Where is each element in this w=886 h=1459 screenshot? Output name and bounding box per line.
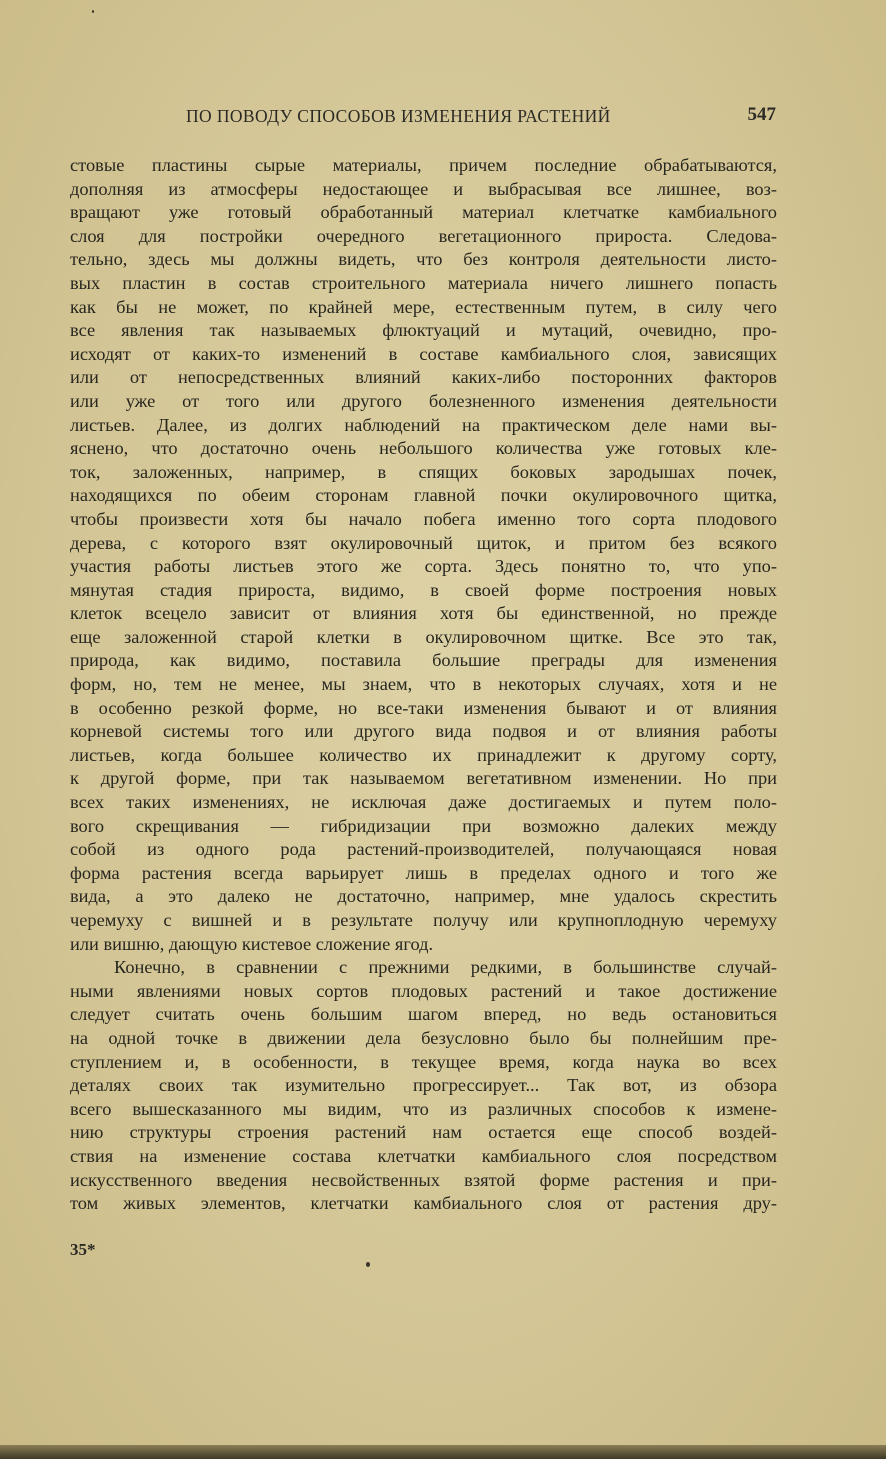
text-line: деталях своих так изумительно прогрессирует... Так вот, из обзора xyxy=(70,1075,777,1096)
text-line: собой из одного рода растений-производителей, получающаяся новая xyxy=(70,839,777,860)
paragraph xyxy=(70,154,777,956)
body-text xyxy=(70,154,777,1216)
text-line: или уже от того или другого болезненного изменения деятельности xyxy=(70,390,777,411)
text-line: вого скрещивания — гибридизации при возможно далеких между xyxy=(70,815,777,836)
text-line: тельно, здесь мы должны видеть, что без контроля деятельности листо- xyxy=(70,249,777,270)
text-line: ступлением и, в особенности, в текущее время, когда наука во всех xyxy=(70,1051,777,1072)
text-line: или вишню, дающую кистевое сложение ягод. xyxy=(70,933,434,954)
text-line: всего вышесказанного мы видим, что из различных способов к измене- xyxy=(70,1098,777,1119)
text-line: листьев. Далее, из долгих наблюдений на практическом деле нами вы- xyxy=(70,414,777,435)
text-line: ток, заложенных, например, в спящих боковых зародышах почек, xyxy=(70,461,777,482)
text-line: искусственного введения несвойственных взятой форме растения и при- xyxy=(70,1169,777,1190)
page-number: 547 xyxy=(747,104,776,125)
text-line: слоя для постройки очередного вегетационного прироста. Следова- xyxy=(70,225,777,246)
text-line: вида, а это далеко не достаточно, например, мне удалось скрестить xyxy=(70,886,777,907)
signature-mark: 35* xyxy=(70,1240,96,1259)
text-line: всех таких изменениях, не исключая даже достигаемых и путем поло- xyxy=(70,792,777,813)
text-line: исходят от каких-то изменений в составе камбиального слоя, зависящих xyxy=(70,343,777,364)
text-line: к другой форме, при так называемом вегетативном изменении. Но при xyxy=(70,768,777,789)
text-line: находящихся по обеим сторонам главной почки окулировочного щитка, xyxy=(70,485,777,506)
text-line: чтобы произвести хотя бы начало побега именно того сорта плодового xyxy=(70,508,777,529)
text-line: участия работы листьев этого же сорта. Здесь понятно то, что упо- xyxy=(70,556,777,577)
text-line: том живых элементов, клетчатки камбиального слоя от растения дру- xyxy=(70,1193,777,1214)
text-line: как бы не может, по крайней мере, естественным путем, в силу чего xyxy=(70,296,777,317)
text-line: Конечно, в сравнении с прежними редкими, в большинстве случай- xyxy=(114,957,777,978)
text-line: ствия на изменение состава клетчатки камбиального слоя посредством xyxy=(70,1145,777,1166)
text-line: листьев, когда большее количество их принадлежит к другому сорту, xyxy=(70,744,777,765)
text-line: форма растения всегда варьирует лишь в пределах одного и того же xyxy=(70,862,777,883)
text-line: нию структуры строения растений нам остается еще способ воздей- xyxy=(70,1122,777,1143)
running-header xyxy=(186,104,776,130)
text-line: дополняя из атмосферы недостающее и выбрасывая все лишнее, воз- xyxy=(70,178,777,199)
text-line: клеток всецело зависит от влияния хотя бы единственной, но прежде xyxy=(70,603,777,624)
text-line: или от непосредственных влияний каких-либо посторонних факторов xyxy=(70,367,777,388)
text-line: корневой системы того или другого вида подвоя и от влияния работы xyxy=(70,721,777,742)
ink-speck xyxy=(92,10,94,13)
header-title: ПО ПОВОДУ СПОСОБОВ ИЗМЕНЕНИЯ РАСТЕНИЙ xyxy=(186,106,611,126)
text-line: вых пластин в состав строительного материала ничего лишнего попасть xyxy=(70,272,777,293)
text-line: вращают уже готовый обработанный материал клетчатке камбиального xyxy=(70,202,777,223)
text-line: на одной точке в движении дела безусловно было бы полнейшим пре- xyxy=(70,1027,777,1048)
text-line: все явления так называемых флюктуаций и мутаций, очевидно, про- xyxy=(70,320,777,341)
text-line: стовые пластины сырые материалы, причем последние обрабатываются, xyxy=(70,155,777,175)
text-line: следует считать очень большим шагом вперед, но ведь остановиться xyxy=(70,1004,777,1025)
ink-speck xyxy=(366,1262,370,1267)
text-line: в особенно резкой форме, но все-таки изменения бывают и от влияния xyxy=(70,697,777,718)
text-line: мянутая стадия прироста, видимо, в своей форме построения новых xyxy=(70,579,777,600)
text-line: дерева, с которого взят окулировочный щиток, и притом без всякого xyxy=(70,532,777,553)
paragraph xyxy=(70,956,777,1216)
text-line: черемуху с вишней и в результате получу или крупноплодную черемуху xyxy=(70,910,777,930)
text-line: природа, как видимо, поставила большие преграды для изменения xyxy=(70,650,777,671)
text-line: еще заложенной старой клетки в окулировочном щитке. Все это так, xyxy=(70,626,777,647)
text-line: форм, но, тем не менее, мы знаем, что в некоторых случаях, хотя и не xyxy=(70,674,777,695)
text-line: ными явлениями новых сортов плодовых растений и такое достижение xyxy=(70,980,777,1001)
text-line: яснено, что достаточно очень небольшого количества уже готовых кле- xyxy=(70,438,777,459)
page-bottom-edge xyxy=(0,1445,886,1459)
